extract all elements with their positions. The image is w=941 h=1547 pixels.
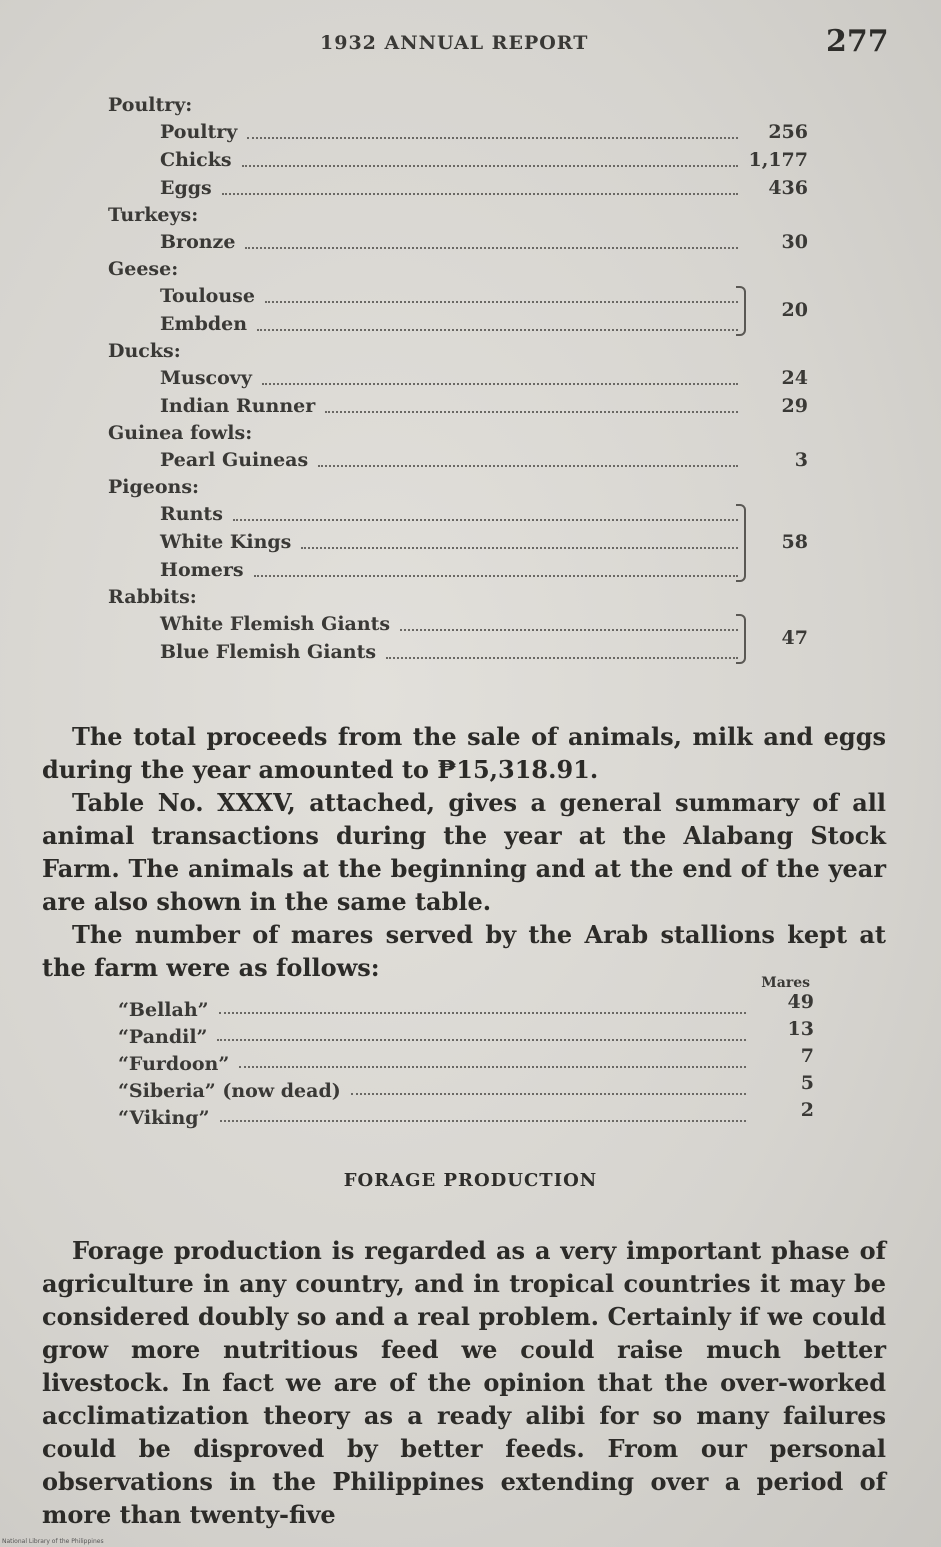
dot-leader xyxy=(318,465,738,467)
stallion-name: “Pandil” xyxy=(118,1026,208,1048)
dot-leader xyxy=(233,519,738,521)
item-count: 30 xyxy=(781,231,808,253)
group-brace xyxy=(736,614,746,664)
table-reference-paragraph xyxy=(42,786,886,918)
dot-leader xyxy=(247,137,738,139)
stallion-name: “Siberia” (now dead) xyxy=(118,1080,341,1102)
page-header xyxy=(0,24,941,64)
dot-leader xyxy=(245,247,738,249)
category-items xyxy=(108,500,828,584)
category-heading: Rabbits: xyxy=(108,586,197,608)
item-count: 24 xyxy=(781,367,808,389)
dot-leader xyxy=(386,657,738,659)
item-count: 256 xyxy=(768,121,808,143)
item-label: Chicks xyxy=(160,149,232,171)
dot-leader xyxy=(219,1012,746,1014)
running-head: 1932 ANNUAL REPORT xyxy=(320,32,589,54)
category-items xyxy=(108,610,828,666)
dot-leader xyxy=(257,329,738,331)
dot-leader xyxy=(217,1039,746,1041)
dot-leader xyxy=(254,575,738,577)
dot-leader xyxy=(301,547,738,549)
mares-count: 7 xyxy=(800,1045,814,1067)
list-item xyxy=(108,310,828,338)
item-label: Poultry xyxy=(160,121,238,143)
table-row xyxy=(118,991,818,1024)
item-label: Muscovy xyxy=(160,367,252,389)
mares-count: 49 xyxy=(787,991,814,1013)
dot-leader xyxy=(242,165,738,167)
list-item xyxy=(108,528,828,556)
mares-rows xyxy=(118,991,818,1132)
mares-count: 2 xyxy=(800,1099,814,1121)
category-heading: Geese: xyxy=(108,258,179,280)
item-count: 1,177 xyxy=(748,149,808,171)
item-label: Eggs xyxy=(160,177,212,199)
group-count: 47 xyxy=(781,627,808,649)
category-heading: Turkeys: xyxy=(108,204,199,226)
table-row xyxy=(118,1099,818,1132)
mares-intro-paragraph xyxy=(42,918,886,984)
mares-count: 5 xyxy=(800,1072,814,1094)
list-item xyxy=(108,228,828,256)
dot-leader xyxy=(400,629,738,631)
stallion-name: “Viking” xyxy=(118,1107,210,1129)
category-items xyxy=(108,446,828,474)
stallion-name: “Bellah” xyxy=(118,999,209,1021)
dot-leader xyxy=(220,1120,746,1122)
item-label: Indian Runner xyxy=(160,395,316,417)
page-number: 277 xyxy=(826,24,889,59)
item-label: White Flemish Giants xyxy=(160,613,391,635)
item-count: 3 xyxy=(794,449,808,471)
list-item xyxy=(108,610,828,638)
item-label: Bronze xyxy=(160,231,236,253)
forage-paragraph xyxy=(42,1234,886,1531)
livestock-list xyxy=(108,92,828,666)
list-item xyxy=(108,392,828,420)
item-label: Toulouse xyxy=(160,285,255,307)
item-label: Pearl Guineas xyxy=(160,449,309,471)
category-items xyxy=(108,282,828,338)
dot-leader xyxy=(265,301,738,303)
mares-column-header: Mares xyxy=(761,975,810,991)
group-count: 20 xyxy=(781,299,808,321)
table-reference-text: Table No. XXXV, attached, gives a general summary of all animal transactions during the year at the Alabang Stock Farm. The animals at the beginning and at the end of the year are also shown in the same table. xyxy=(42,788,886,916)
dot-leader xyxy=(262,383,738,385)
table-row xyxy=(118,1072,818,1105)
category-items xyxy=(108,364,828,420)
dot-leader xyxy=(222,193,738,195)
group-brace xyxy=(736,504,746,582)
table-row xyxy=(118,1018,818,1051)
list-item xyxy=(108,282,828,310)
category-heading: Ducks: xyxy=(108,340,181,362)
proceeds-paragraph xyxy=(42,720,886,786)
group-count: 58 xyxy=(781,531,808,553)
list-item xyxy=(108,500,828,528)
list-item xyxy=(108,556,828,584)
category-items xyxy=(108,228,828,256)
mares-intro-text: The number of mares served by the Arab stallions kept at the farm were as follows: xyxy=(42,920,886,982)
category-heading: Pigeons: xyxy=(108,476,200,498)
item-label: White Kings xyxy=(160,531,292,553)
stallion-name: “Furdoon” xyxy=(118,1053,230,1075)
list-item xyxy=(108,174,828,202)
item-label: Embden xyxy=(160,313,248,335)
list-item xyxy=(108,638,828,666)
footer-credit: National Library of the Philippines xyxy=(2,1538,104,1545)
proceeds-text: The total proceeds from the sale of animals, milk and eggs during the year amounted to ₱15,318.91. xyxy=(42,722,886,784)
category-items xyxy=(108,118,828,202)
item-count: 436 xyxy=(768,177,808,199)
item-count: 29 xyxy=(781,395,808,417)
group-brace xyxy=(736,286,746,336)
list-item xyxy=(108,118,828,146)
section-heading-forage: FORAGE PRODUCTION xyxy=(343,1170,598,1191)
item-label: Runts xyxy=(160,503,223,525)
list-item xyxy=(108,446,828,474)
list-item xyxy=(108,364,828,392)
table-row xyxy=(118,1045,818,1078)
dot-leader xyxy=(351,1093,746,1095)
mares-count: 13 xyxy=(787,1018,814,1040)
dot-leader xyxy=(239,1066,746,1068)
item-label: Blue Flemish Giants xyxy=(160,641,377,663)
category-heading: Guinea fowls: xyxy=(108,422,253,444)
forage-text: Forage production is regarded as a very important phase of agriculture in any country, and in tropical countries it may be considered doubly so and a real problem. Certainly if we could grow more nutritious feed we could raise much better livestock. In fact we are of the opinion that the over-worked acclimatization theory as a ready alibi for so many failures could be disproved by better feeds. From our personal observations in the Philippines extending over a period of more than twenty-five xyxy=(42,1236,886,1529)
list-item xyxy=(108,146,828,174)
category-heading: Poultry: xyxy=(108,94,193,116)
dot-leader xyxy=(325,411,738,413)
item-label: Homers xyxy=(160,559,244,581)
